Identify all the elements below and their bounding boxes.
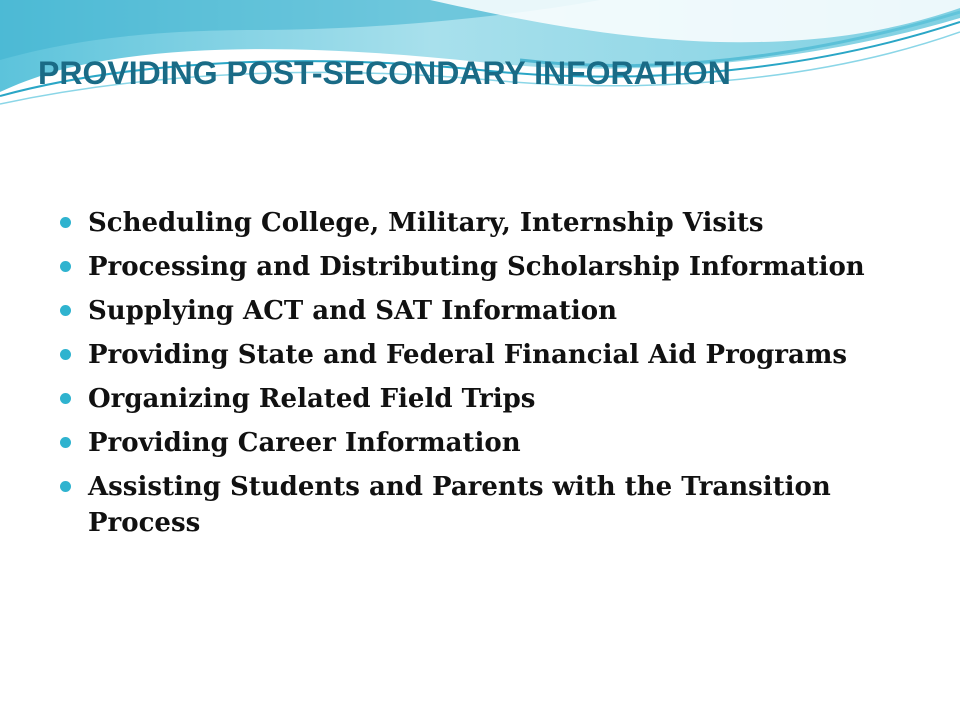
bullet-dot-icon [60, 393, 71, 404]
bullet-dot-icon [60, 481, 71, 492]
bullet-text: Scheduling College, Military, Internship Visits [88, 208, 764, 238]
bullet-dot-icon [60, 349, 71, 360]
bullet-dot-icon [60, 261, 71, 272]
bullet-text: Processing and Distributing Scholarship Information [88, 252, 865, 282]
bullet-item [58, 381, 918, 417]
bullet-dot-icon [60, 305, 71, 316]
bullet-item [58, 337, 918, 373]
bullet-item [58, 469, 918, 541]
bullet-text: Organizing Related Field Trips [88, 384, 536, 414]
bullet-text: Providing Career Information [88, 428, 521, 458]
bullet-item [58, 205, 918, 241]
slide-title: PROVIDING POST-SECONDARY INFORATION [38, 55, 731, 91]
bullet-item [58, 293, 918, 329]
bullet-item [58, 425, 918, 461]
bullet-dot-icon [60, 437, 71, 448]
bullet-dot-icon [60, 217, 71, 228]
bullet-text: Providing State and Federal Financial Aid Programs [88, 340, 847, 370]
bullet-text: Supplying ACT and SAT Information [88, 296, 617, 326]
bullet-list [58, 205, 918, 549]
bullet-item [58, 249, 918, 285]
bullet-text: Assisting Students and Parents with the Transition Process [88, 472, 831, 538]
